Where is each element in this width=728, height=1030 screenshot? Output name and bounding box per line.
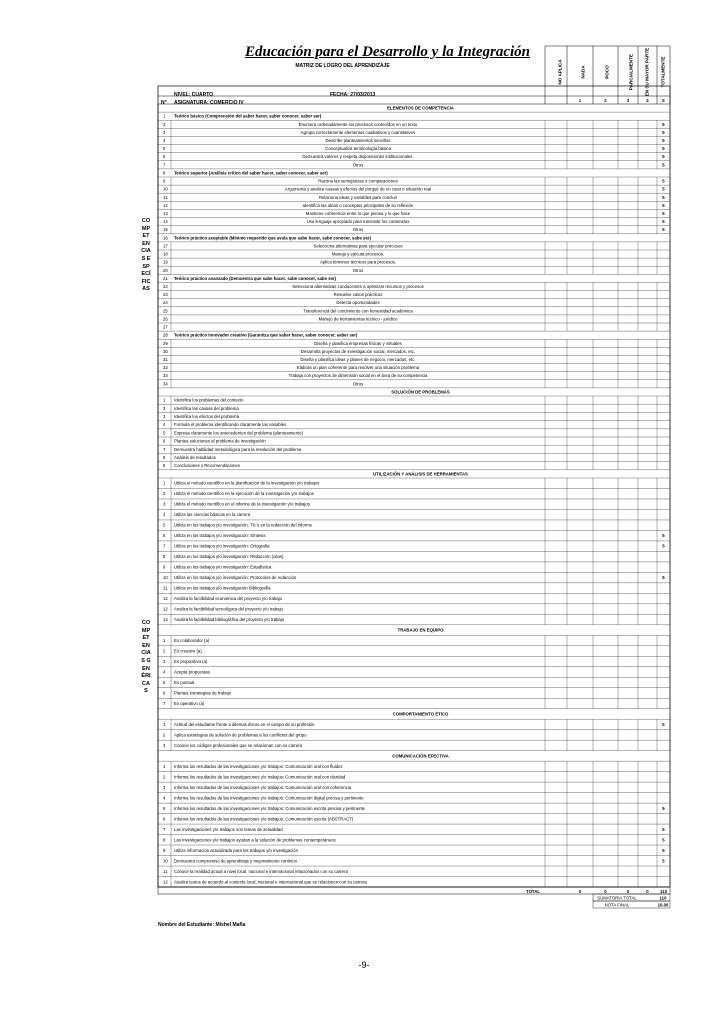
competency-element: Actitud del estudiante frente a dilemas éticos en el campo de su profesión: [174, 721, 315, 727]
competency-element: Otros: [352, 162, 364, 168]
subject-label: ASIGNATURA: COMERCIO IV: [174, 100, 244, 106]
score-value: 5: [662, 186, 665, 192]
row-number: 8: [163, 170, 166, 176]
competency-element: Otros: [352, 381, 364, 387]
row-number: 6: [163, 438, 166, 444]
competency-element: Utiliza en los trabajos y/o investigación: Protocolos de redacción: [174, 575, 297, 581]
row-number: 4: [163, 422, 166, 428]
row-number: 20: [163, 267, 168, 273]
page-title: Educación para el Desarrollo y la Integración: [244, 44, 530, 60]
row-number: 5: [163, 680, 166, 685]
competency-element: Conclusiones y Recomendaciones: [174, 463, 240, 469]
row-number: 5: [163, 430, 166, 436]
row-number: 13: [163, 211, 168, 216]
score-value: 5: [662, 858, 665, 864]
competency-element: Diseña y planifica ideas y planes de negocio, mercados, etc.: [300, 357, 416, 362]
total-value: 0: [578, 889, 582, 894]
nota-value: 10.00: [657, 902, 669, 908]
side-label-generic-competencies: COMPETENCIAS GENÉRICAS: [141, 620, 151, 695]
row-number: 3: [163, 659, 166, 665]
scale-header-totalmente: TOTALMENTE: [660, 56, 666, 88]
row-number: 4: [163, 138, 166, 143]
competency-element: Utiliza en los trabajos y/o investigación Bibliografía: [174, 585, 271, 591]
row-number: 1: [163, 397, 166, 403]
row-number: 3: [163, 742, 166, 748]
competency-element: Utiliza en los trabajos y/o investigación: Redacción (citas): [174, 554, 284, 560]
competency-element: Usa lenguaje apropiado para transmitir los contenidos: [306, 219, 410, 225]
competency-element: Aplica estrategias de solución de problemas a los conflictos del grupo: [174, 732, 307, 738]
row-number: 3: [163, 501, 166, 507]
competency-element: Demuestra valores y respeta disposiciones institucionales.: [302, 154, 414, 160]
score-value: 5: [662, 121, 665, 127]
competency-element: Informa los resultados de las investigaciones y/o trabajos: Comunicación oral con fluidez: [174, 763, 343, 769]
competency-element: Conoce la realidad actual a nivel local, nacional e internacional relacionados con su carrera: [174, 868, 348, 874]
competency-element: Demuestra habilidad metodológica para la resolución del problema: [174, 446, 302, 452]
scale-header-no-aplica: NO APLICA: [557, 59, 563, 85]
competency-element: Utiliza en los trabajos y/o investigación: Tic´s en la redacción del informe: [174, 522, 313, 528]
competency-element: Informa los resultados de las investigaciones y/o trabajos: Comunicación digital precisa y pertinente: [174, 795, 364, 801]
competency-element: Análisis de resultados: [174, 455, 216, 460]
competency-element: Analiza la factibilidad económica del proyecto y/o trabajo: [174, 596, 282, 602]
sumatoria-label: SUMATORIA TOTAL: [597, 895, 637, 901]
score-value: 5: [662, 543, 665, 549]
row-number: 7: [163, 446, 166, 452]
row-number: 23: [163, 292, 168, 298]
scale-header-en-su-mayor-parte: EN SU MAYOR PARTE: [644, 47, 650, 97]
row-number: 11: [163, 194, 168, 200]
row-number: 5: [163, 805, 166, 811]
level-label: NIVEL: CUARTO: [174, 92, 214, 98]
competency-element: Identifica las causas del problema: [174, 405, 239, 411]
row-number: 8: [163, 554, 166, 560]
row-number: 25: [163, 308, 168, 314]
score-value: 5: [662, 219, 665, 225]
competency-element: Agrupa correctamente elementos cualitativos y cuantitativos: [300, 129, 416, 135]
row-number: 9: [163, 178, 166, 184]
competency-element: Analiza la factibilidad bibliográfica del proyecto y/o trabajo: [174, 617, 285, 623]
score-value: 5: [662, 129, 665, 135]
row-number: 1: [163, 113, 166, 119]
competency-element: Maneja y ejecuta procesos.: [331, 251, 385, 257]
competency-element: Utiliza información actualizada para los trabajos y/o investigación: [174, 847, 298, 853]
row-number: 10: [163, 186, 168, 192]
row-number: 21: [163, 275, 168, 281]
competency-element: Selecciona alternativas para ejecutar procesos: [313, 243, 403, 249]
date-label: FECHA: 27/03/2013: [330, 92, 376, 98]
competency-element: Las investigaciones y/o trabajos son temas de actualidad: [174, 826, 283, 832]
total-label: TOTAL: [526, 889, 540, 894]
competency-element: Desarrolla proyectos de investigación social, mercados, etc.: [300, 348, 416, 354]
competency-category: Teórico práctico avanzado (Demuestra que sabe hacer, sabe conocer, sabe ser): [174, 275, 337, 281]
row-number: 7: [163, 543, 166, 549]
competency-element: Aplica términos técnicos para procesos.: [320, 259, 396, 265]
competency-category: Teórico práctico innovador creativo (Garantiza que saber hacer, saber conocer, saber ser): [174, 332, 358, 338]
row-number: 3: [163, 414, 166, 419]
score-value: 5: [662, 533, 665, 539]
row-number: 14: [163, 219, 168, 225]
section-header: ELEMENTOS DE COMPETENCIA: [387, 105, 454, 111]
competency-element: Expresa claramente los antecedentes del problema (planteamiento): [174, 430, 303, 436]
score-value: 5: [662, 805, 665, 811]
competency-element: Manejo de herramientas técnico - jurídico: [318, 316, 398, 322]
row-number: 8: [163, 837, 166, 843]
number-column-header: N°: [161, 100, 167, 106]
row-number: 18: [163, 251, 168, 257]
competency-element: Utiliza en los trabajos y/o investigación: Síntesis: [174, 533, 266, 539]
page-number: -9-: [358, 960, 370, 970]
row-number: 30: [163, 348, 168, 354]
competency-category: Teórico superior (Análisis crítico del saber hacer, saber conocer, saber ser): [174, 170, 328, 176]
row-number: 2: [163, 732, 166, 738]
row-number: 1: [163, 480, 166, 486]
competency-element: Detecta oportunidades: [336, 300, 380, 306]
competency-element: Utiliza el método científico en la planificación de la investigación y/o trabajos: [174, 480, 320, 486]
competency-element: Identifica las ideas o conceptos principales de su reflexión: [302, 202, 414, 208]
score-value: 5: [662, 227, 665, 233]
row-number: 5: [163, 522, 166, 528]
row-number: 2: [163, 648, 166, 654]
row-number: 7: [163, 700, 166, 706]
competency-element: Informa los resultados de las investigaciones y/o trabajos: Comunicación escrita precisa y pertinente: [174, 805, 366, 811]
row-number: 15: [163, 227, 168, 233]
row-number: 11: [163, 585, 168, 591]
row-number: 12: [163, 879, 168, 885]
competency-category: Teórico práctico aceptable (Mínimo requerido que avala que sabe hacer, sabe conocer, sabe ser): [174, 235, 371, 241]
score-value: 5: [662, 162, 665, 168]
competency-element: Utiliza las ciencias básicas en la carrera: [174, 512, 251, 518]
score-value: 5: [662, 146, 665, 152]
competency-element: Identifica los problemas del contexto: [174, 397, 244, 403]
score-value: 5: [662, 178, 665, 184]
row-number: 2: [163, 491, 166, 497]
row-number: 1: [163, 721, 166, 727]
row-number: 7: [163, 826, 166, 832]
row-number: 6: [163, 690, 166, 696]
competency-element: Diseña y planifica empresas físicas y virtuales: [314, 340, 402, 346]
section-header: COMUNICACIÓN EFECTIVA: [392, 753, 449, 759]
row-number: 9: [163, 463, 166, 469]
section-header: UTILIZACIÓN Y ANÁLISIS DE HERRAMIENTAS: [373, 471, 468, 477]
competency-element: Mantiene coherencia entre lo que piensa y lo que hace: [305, 211, 411, 216]
competency-element: Es propositivo (a): [174, 659, 208, 665]
row-number: 4: [163, 669, 166, 675]
section-header: TRABAJO EN EQUIPO: [397, 627, 444, 633]
row-number: 33: [163, 373, 168, 379]
row-number: 1: [163, 638, 166, 644]
row-number: 5: [163, 146, 166, 152]
row-number: 2: [163, 405, 166, 411]
competency-element: Selecciona alternativas conducentes a optimizar recursos y procesos: [292, 284, 424, 289]
competency-element: Demuestra compromiso de aprendizaje y mejoramiento continuo: [174, 858, 297, 864]
competency-element: Utiliza en los trabajos y/o investigación: Estadística: [174, 564, 272, 570]
competency-category: Teórico básico (Comprensión del saber hacer, saber conocer, saber ser): [174, 113, 322, 119]
score-value: 5: [662, 721, 665, 727]
row-number: 8: [163, 455, 166, 460]
score-value: 5: [662, 194, 665, 200]
scale-value-label: 5: [662, 98, 665, 103]
scale-value-label: 4: [646, 98, 649, 103]
competency-element: Plantea estrategias de trabajo: [174, 690, 232, 696]
score-value: 5: [662, 837, 665, 843]
competency-element: Argumenta y analiza causas y efectos del porqué de un caso o situación real: [284, 186, 432, 192]
row-number: 16: [163, 235, 168, 241]
row-number: 12: [163, 202, 168, 208]
row-number: 9: [163, 564, 166, 570]
competency-element: Es puntual: [174, 680, 195, 685]
row-number: 12: [163, 596, 168, 602]
row-number: 31: [163, 357, 168, 362]
section-header: SOLUCIÓN DE PROBLEMAS: [391, 389, 450, 395]
competency-element: Utiliza el método científico en el informe de la investigación y/o trabajos: [174, 501, 310, 507]
competency-element: Es operativo (a): [174, 700, 205, 706]
total-value: 0: [626, 889, 630, 894]
scale-value-label: 2: [604, 98, 607, 103]
score-value: 5: [662, 154, 665, 160]
row-number: 26: [163, 316, 168, 322]
competency-element: Identifica los efectos del problema: [174, 414, 239, 419]
row-number: 17: [163, 243, 168, 249]
scale-value-label: 3: [626, 98, 630, 103]
competency-element: Razona las semejanzas o comparaciones: [318, 178, 398, 184]
row-number: 6: [163, 533, 166, 539]
row-number: 4: [163, 795, 166, 801]
scale-header-parcialmente: PARCIALMENTE: [628, 53, 634, 91]
total-value: 110: [660, 889, 667, 894]
competency-element: Informa los resultados de las investigaciones y/o trabajos: Comunicación oral con coherencia: [174, 784, 352, 790]
competency-element: Conceptualiza terminología básica: [325, 146, 391, 152]
scale-header-poco: POCO: [604, 65, 610, 79]
row-number: 10: [163, 575, 168, 581]
competency-element: Analiza textos de acuerdo al contexto local, nacional e internacional que se relacionen con su carrera: [174, 879, 367, 885]
row-number: 27: [163, 324, 168, 330]
competency-element: Utiliza el método científico en la ejecución de la investigación y/o trabajos: [174, 491, 314, 497]
score-value: 5: [662, 826, 665, 832]
scale-value-label: 1: [578, 98, 582, 103]
row-number: 3: [163, 784, 166, 790]
student-name: Nombre del Estudiante: Mishel Mafla: [158, 922, 246, 928]
row-number: 19: [163, 259, 168, 265]
total-row: [158, 887, 670, 894]
row-number: 1: [163, 763, 166, 769]
row-number: 12: [163, 606, 168, 612]
competency-element: Formula el problema identificando claramente las variables: [174, 422, 287, 428]
row-number: 4: [163, 512, 166, 518]
side-label-specific-competencies: COMPETENCIAS ESPECÍFICAS: [141, 218, 151, 293]
row-number: 7: [163, 162, 166, 168]
row-number: 28: [163, 332, 168, 338]
total-value: 0: [604, 889, 607, 894]
competency-element: Es creativo (a): [174, 648, 202, 654]
competency-element: Plantea soluciones al problema de investigación: [174, 438, 266, 444]
row-number: 2: [163, 774, 166, 780]
competency-element: Elabora un plan coherente para resolver una situación problema: [296, 365, 420, 371]
row-number: 22: [163, 284, 168, 289]
scale-header-nada: NADA: [580, 65, 586, 79]
row-number: 34: [163, 381, 168, 387]
score-value: 5: [662, 847, 665, 853]
sumatoria-value: 110: [659, 895, 667, 901]
row-number: 6: [163, 154, 166, 160]
competency-element: Otros: [352, 227, 364, 233]
competency-element: Informa los resultados de las investigaciones y/o trabajos: Comunicación oral con claridad: [174, 774, 346, 780]
row-number: 10: [163, 858, 168, 864]
score-value: 5: [662, 138, 665, 143]
competency-element: Conoce los códigos profesionales que se relacionan con su carrera: [174, 742, 303, 748]
competency-element: Las investigaciones y/o trabajos ayudan a la solución de problemas contemporáneos: [174, 837, 336, 843]
competency-element: Transferencia del concimiento con honestidad académica: [303, 308, 413, 314]
row-number: 24: [163, 300, 168, 306]
competency-element: Es colaborador (a): [174, 638, 210, 644]
competency-element: Analiza la factibilidad tecnológica del proyecto y/o trabajo: [174, 606, 283, 612]
row-number: 29: [163, 340, 168, 346]
row-number: 2: [163, 121, 166, 127]
score-value: 5: [662, 202, 665, 208]
row-number: 3: [163, 129, 166, 135]
page-subtitle: MATRIZ DE LOGRO DEL APRENDIZAJE: [295, 63, 390, 69]
competency-element: Resuelve casos prácticos: [333, 292, 383, 298]
row-number: 32: [163, 365, 168, 371]
row-number: 9: [163, 847, 166, 853]
competency-element: Relaciona ideas y variables para concluir: [318, 194, 398, 200]
competency-element: Utiliza en los trabajos y/o investigación: Ortografía: [174, 543, 270, 549]
score-value: 5: [662, 211, 665, 216]
row-number: 11: [163, 868, 168, 874]
row-number: 6: [163, 816, 166, 822]
competency-element: Enumera ordenadamente los procesos contenidos en un texto: [298, 121, 418, 127]
competency-element: Trabaja con proyectos de dimensión social en el área de su competencia: [288, 373, 428, 379]
competency-element: Describe planteamientos sencillos: [325, 138, 391, 143]
nota-label: NOTA FINAL: [604, 902, 630, 908]
row-number: 14: [163, 617, 168, 623]
section-header: COMPORTAMIENTO ÉTICO: [392, 711, 449, 717]
total-value: 0: [646, 889, 649, 894]
competency-element: Otros: [352, 267, 364, 273]
competency-element: Acepta propuestas: [174, 669, 210, 675]
score-value: 5: [662, 575, 665, 581]
competency-element: Informa los resultados de las investigaciones y/o trabajos: Comunicación escrita (ABSTRACT): [174, 816, 354, 822]
